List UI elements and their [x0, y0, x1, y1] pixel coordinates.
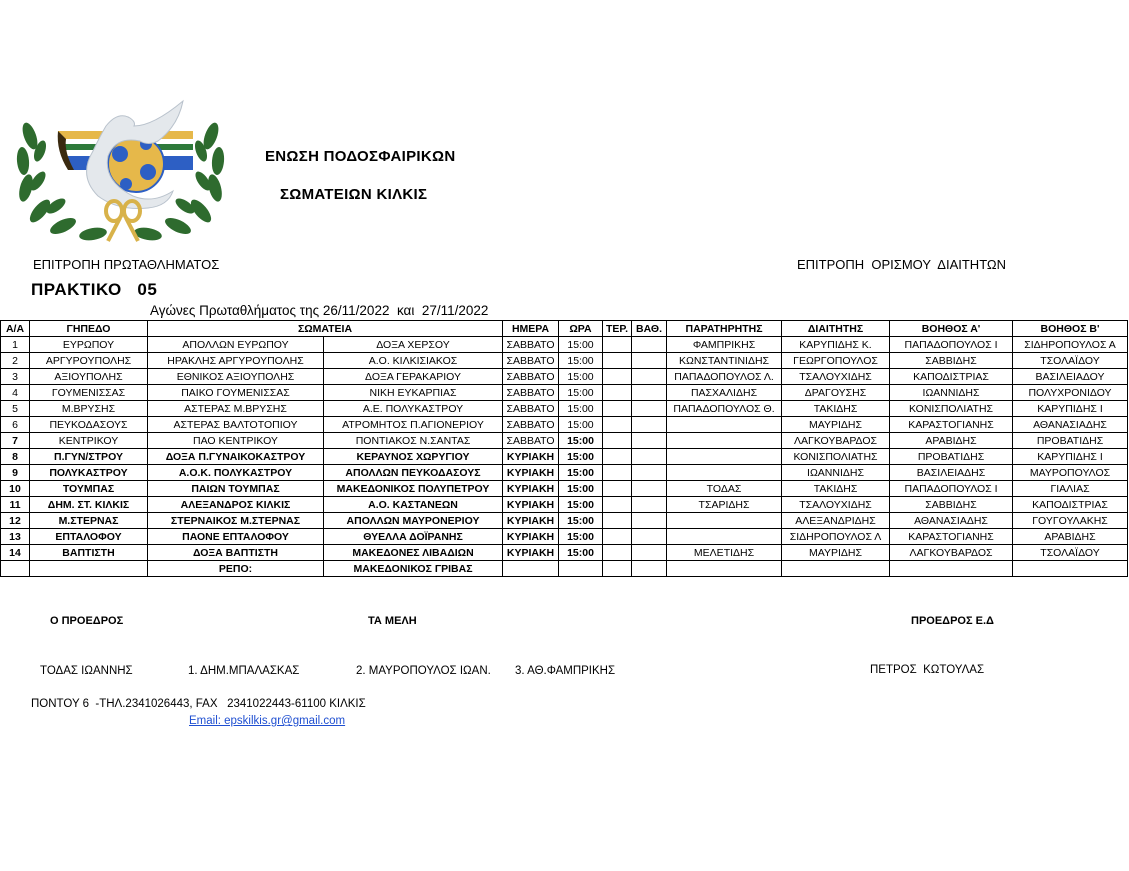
table-row: [1, 545, 1128, 561]
col-header-assistant-a: ΒΟΗΘΟΣ Α': [890, 321, 1013, 337]
assistant-a-cell: ΠΡΟΒΑΤΙΔΗΣ: [890, 449, 1013, 465]
away-team-cell: ΘΥΕΛΛΑ ΔΟΪΡΑΝΗΣ: [324, 529, 503, 545]
time-cell: 15:00: [559, 465, 603, 481]
dove-football-laurel-logo-icon: [8, 96, 233, 251]
assistant-a-cell: ΚΑΡΑΣΤΟΓΙΑΝΗΣ: [890, 417, 1013, 433]
table-row: [1, 529, 1128, 545]
col-header-referee: ΔΙΑΙΤΗΤΗΣ: [782, 321, 890, 337]
referee-cell: ΤΑΚΙΔΗΣ: [782, 481, 890, 497]
col-header-ter: ΤΕΡ.: [603, 321, 632, 337]
referee-cell: ΤΣΑΛΟΥΧΙΔΗΣ: [782, 369, 890, 385]
match-dates-subtitle: Αγώνες Πρωταθλήματος της 26/11/2022 και 27/11/2022: [150, 303, 489, 318]
assistant-b-cell: ΑΡΑΒΙΔΗΣ: [1013, 529, 1128, 545]
fixtures-table: [0, 320, 1128, 577]
assistant-b-cell: ΓΙΑΛΙΑΣ: [1013, 481, 1128, 497]
assistant-b-cell: ΚΑΡΥΠΙΔΗΣ Ι: [1013, 449, 1128, 465]
assistant-a-cell: ΠΑΠΑΔΟΠΟΥΛΟΣ Ι: [890, 337, 1013, 353]
referee-cell: ΚΑΡΥΠΙΔΗΣ Κ.: [782, 337, 890, 353]
time-cell: 15:00: [559, 529, 603, 545]
day-cell: ΣΑΒΒΑΤΟ: [503, 417, 559, 433]
col-header-assistant-b: ΒΟΗΘΟΣ Β': [1013, 321, 1128, 337]
row-number: 13: [1, 529, 30, 545]
assistant-b-cell: ΚΑΠΟΔΙΣΤΡΙΑΣ: [1013, 497, 1128, 513]
row-number: 6: [1, 417, 30, 433]
members-label: ΤΑ ΜΕΛΗ: [368, 615, 417, 627]
ter-cell: [603, 337, 632, 353]
observer-cell: ΤΟΔΑΣ: [667, 481, 782, 497]
table-row: [1, 417, 1128, 433]
time-cell: 15:00: [559, 449, 603, 465]
assistant-a-cell: ΑΘΑΝΑΣΙΑΔΗΣ: [890, 513, 1013, 529]
vath-cell: [632, 545, 667, 561]
assistant-b-cell: ΤΣΟΛΑΪΔΟΥ: [1013, 353, 1128, 369]
home-team-cell: ΑΣΤΕΡΑΣ ΒΑΛΤΟΤΟΠΙΟΥ: [148, 417, 324, 433]
time-cell: 15:00: [559, 417, 603, 433]
day-cell: ΚΥΡΙΑΚΗ: [503, 513, 559, 529]
empty-cell: [632, 561, 667, 577]
observer-cell: [667, 465, 782, 481]
empty-cell: [890, 561, 1013, 577]
day-cell: ΚΥΡΙΑΚΗ: [503, 481, 559, 497]
home-team-cell: ΕΘΝΙΚΟΣ ΑΞΙΟΥΠΟΛΗΣ: [148, 369, 324, 385]
away-team-cell: ΜΑΚΕΔΟΝΙΚΟΣ ΠΟΛΥΠΕΤΡΟΥ: [324, 481, 503, 497]
day-cell: ΚΥΡΙΑΚΗ: [503, 545, 559, 561]
observer-cell: ΠΑΠΑΔΟΠΟΥΛΟΣ Λ.: [667, 369, 782, 385]
table-row: [1, 481, 1128, 497]
table-row: [1, 401, 1128, 417]
ter-cell: [603, 481, 632, 497]
assistant-a-cell: ΚΑΡΑΣΤΟΓΙΑΝΗΣ: [890, 529, 1013, 545]
empty-cell: [503, 561, 559, 577]
row-number: 12: [1, 513, 30, 529]
observer-cell: ΠΑΠΑΔΟΠΟΥΛΟΣ Θ.: [667, 401, 782, 417]
assistant-a-cell: ΛΑΓΚΟΥΒΑΡΔΟΣ: [890, 545, 1013, 561]
org-title-line2: ΣΩΜΑΤΕΙΩΝ ΚΙΛΚΙΣ: [280, 186, 428, 203]
ter-cell: [603, 385, 632, 401]
org-title-line1: ΕΝΩΣΗ ΠΟΔΟΣΦΑΙΡΙΚΩΝ: [265, 148, 456, 165]
time-cell: 15:00: [559, 337, 603, 353]
vath-cell: [632, 529, 667, 545]
table-row: [1, 337, 1128, 353]
time-cell: 15:00: [559, 497, 603, 513]
day-cell: ΣΑΒΒΑΤΟ: [503, 369, 559, 385]
referee-cell: ΣΙΔΗΡΟΠΟΥΛΟΣ Λ: [782, 529, 890, 545]
ter-cell: [603, 529, 632, 545]
repo-team: ΜΑΚΕΔΟΝΙΚΟΣ ΓΡΙΒΑΣ: [324, 561, 503, 577]
observer-cell: ΠΑΣΧΑΛΙΔΗΣ: [667, 385, 782, 401]
assistant-a-cell: ΣΑΒΒΙΔΗΣ: [890, 497, 1013, 513]
ter-cell: [603, 513, 632, 529]
member-2-name: 2. ΜΑΥΡΟΠΟΥΛΟΣ ΙΩΑΝ.: [356, 665, 491, 677]
repo-label: ΡΕΠΟ:: [148, 561, 324, 577]
col-header-time: ΩΡΑ: [559, 321, 603, 337]
table-row: [1, 433, 1128, 449]
committee-left-label: ΕΠΙΤΡΟΠΗ ΠΡΩΤΑΘΛΗΜΑΤΟΣ: [33, 257, 220, 272]
empty-cell: [559, 561, 603, 577]
assistant-b-cell: ΓΟΥΓΟΥΛΑΚΗΣ: [1013, 513, 1128, 529]
vath-cell: [632, 481, 667, 497]
ter-cell: [603, 449, 632, 465]
assistant-b-cell: ΤΣΟΛΑΪΔΟΥ: [1013, 545, 1128, 561]
vath-cell: [632, 497, 667, 513]
home-team-cell: ΑΠΟΛΛΩΝ ΕΥΡΩΠΟΥ: [148, 337, 324, 353]
referee-cell: ΚΟΝΙΣΠΟΛΙΑΤΗΣ: [782, 449, 890, 465]
stadium-cell: Μ.ΒΡΥΣΗΣ: [30, 401, 148, 417]
vath-cell: [632, 337, 667, 353]
observer-cell: [667, 449, 782, 465]
observer-cell: ΦΑΜΠΡΙΚΗΣ: [667, 337, 782, 353]
home-team-cell: ΠΑΙΚΟ ΓΟΥΜΕΝΙΣΣΑΣ: [148, 385, 324, 401]
col-header-observer: ΠΑΡΑΤΗΡΗΤΗΣ: [667, 321, 782, 337]
away-team-cell: ΑΠΟΛΛΩΝ ΠΕΥΚΟΔΑΣΟΥΣ: [324, 465, 503, 481]
vath-cell: [632, 401, 667, 417]
away-team-cell: ΚΕΡΑΥΝΟΣ ΧΩΡΥΓΙΟΥ: [324, 449, 503, 465]
observer-cell: [667, 529, 782, 545]
stadium-cell: ΒΑΠΤΙΣΤΗ: [30, 545, 148, 561]
assistant-a-cell: ΒΑΣΙΛΕΙΑΔΗΣ: [890, 465, 1013, 481]
table-row: [1, 465, 1128, 481]
col-header-clubs: ΣΩΜΑΤΕΙΑ: [148, 321, 503, 337]
home-team-cell: ΠΑΙΩΝ ΤΟΥΜΠΑΣ: [148, 481, 324, 497]
day-cell: ΣΑΒΒΑΤΟ: [503, 433, 559, 449]
table-row: [1, 353, 1128, 369]
stadium-cell: ΤΟΥΜΠΑΣ: [30, 481, 148, 497]
day-cell: ΚΥΡΙΑΚΗ: [503, 449, 559, 465]
ter-cell: [603, 401, 632, 417]
member-1-name: 1. ΔΗΜ.ΜΠΑΛΑΣΚΑΣ: [188, 665, 300, 677]
stadium-cell: ΑΞΙΟΥΠΟΛΗΣ: [30, 369, 148, 385]
time-cell: 15:00: [559, 513, 603, 529]
home-team-cell: ΑΛΕΞΑΝΔΡΟΣ ΚΙΛΚΙΣ: [148, 497, 324, 513]
row-number: 5: [1, 401, 30, 417]
col-header-stadium: ΓΗΠΕΔΟ: [30, 321, 148, 337]
stadium-cell: ΕΥΡΩΠΟΥ: [30, 337, 148, 353]
ter-cell: [603, 497, 632, 513]
row-number: 9: [1, 465, 30, 481]
assistant-b-cell: ΜΑΥΡΟΠΟΥΛΟΣ: [1013, 465, 1128, 481]
observer-cell: ΚΩΝΣΤΑΝΤΙΝΙΔΗΣ: [667, 353, 782, 369]
vath-cell: [632, 433, 667, 449]
observer-cell: ΜΕΛΕΤΙΔΗΣ: [667, 545, 782, 561]
stadium-cell: Μ.ΣΤΕΡΝΑΣ: [30, 513, 148, 529]
table-row: [1, 497, 1128, 513]
referee-cell: ΜΑΥΡΙΔΗΣ: [782, 417, 890, 433]
table-row: [1, 513, 1128, 529]
table-row: [1, 385, 1128, 401]
row-number: 10: [1, 481, 30, 497]
table-header-row: [1, 321, 1128, 337]
assistant-a-cell: ΣΑΒΒΙΔΗΣ: [890, 353, 1013, 369]
home-team-cell: ΣΤΕΡΝΑΙΚΟΣ Μ.ΣΤΕΡΝΑΣ: [148, 513, 324, 529]
president-name: ΤΟΔΑΣ ΙΩΑΝΝΗΣ: [40, 665, 133, 677]
assistant-a-cell: ΚΟΝΙΣΠΟΛΙΑΤΗΣ: [890, 401, 1013, 417]
observer-cell: [667, 513, 782, 529]
ter-cell: [603, 353, 632, 369]
row-number: 7: [1, 433, 30, 449]
referee-cell: ΓΕΩΡΓΟΠΟΥΛΟΣ: [782, 353, 890, 369]
row-number: 14: [1, 545, 30, 561]
time-cell: 15:00: [559, 433, 603, 449]
row-number: 2: [1, 353, 30, 369]
home-team-cell: ΔΟΞΑ ΒΑΠΤΙΣΤΗ: [148, 545, 324, 561]
day-cell: ΣΑΒΒΑΤΟ: [503, 401, 559, 417]
time-cell: 15:00: [559, 385, 603, 401]
day-cell: ΚΥΡΙΑΚΗ: [503, 465, 559, 481]
home-team-cell: ΗΡΑΚΛΗΣ ΑΡΓΥΡΟΥΠΟΛΗΣ: [148, 353, 324, 369]
col-header-no: Α/Α: [1, 321, 30, 337]
vath-cell: [632, 385, 667, 401]
ter-cell: [603, 369, 632, 385]
assistant-a-cell: ΙΩΑΝΝΙΔΗΣ: [890, 385, 1013, 401]
away-team-cell: ΠΟΝΤΙΑΚΟΣ Ν.ΣΑΝΤΑΣ: [324, 433, 503, 449]
away-team-cell: ΝΙΚΗ ΕΥΚΑΡΠΙΑΣ: [324, 385, 503, 401]
address-line: ΠΟΝΤΟΥ 6 -ΤΗΛ.2341026443, FAX 2341022443-61100 ΚΙΛΚΙΣ: [31, 698, 366, 710]
row-number: 4: [1, 385, 30, 401]
day-cell: ΣΑΒΒΑΤΟ: [503, 337, 559, 353]
vath-cell: [632, 417, 667, 433]
stadium-cell: Π.ΓΥΝ/ΣΤΡΟΥ: [30, 449, 148, 465]
empty-cell: [782, 561, 890, 577]
day-cell: ΣΑΒΒΑΤΟ: [503, 385, 559, 401]
stadium-cell: ΠΟΛΥΚΑΣΤΡΟΥ: [30, 465, 148, 481]
col-header-day: ΗΜΕΡΑ: [503, 321, 559, 337]
stadium-cell: ΑΡΓΥΡΟΥΠΟΛΗΣ: [30, 353, 148, 369]
away-team-cell: Α.Ο. ΚΙΛΚΙΣΙΑΚΟΣ: [324, 353, 503, 369]
vath-cell: [632, 465, 667, 481]
day-cell: ΚΥΡΙΑΚΗ: [503, 497, 559, 513]
referee-cell: ΤΑΚΙΔΗΣ: [782, 401, 890, 417]
assistant-b-cell: ΒΑΣΙΛΕΙΑΔΟΥ: [1013, 369, 1128, 385]
ter-cell: [603, 545, 632, 561]
home-team-cell: ΠΑΟΝΕ ΕΠΤΑΛΟΦΟΥ: [148, 529, 324, 545]
time-cell: 15:00: [559, 369, 603, 385]
referee-cell: ΔΡΑΓΟΥΣΗΣ: [782, 385, 890, 401]
assistant-b-cell: ΑΘΑΝΑΣΙΑΔΗΣ: [1013, 417, 1128, 433]
table-row: [1, 449, 1128, 465]
observer-cell: ΤΣΑΡΙΔΗΣ: [667, 497, 782, 513]
away-team-cell: Α.Ε. ΠΟΛΥΚΑΣΤΡΟΥ: [324, 401, 503, 417]
ter-cell: [603, 433, 632, 449]
assistant-b-cell: ΣΙΔΗΡΟΠΟΥΛΟΣ Α: [1013, 337, 1128, 353]
email-link[interactable]: Email: epskilkis.gr@gmail.com: [189, 715, 346, 727]
home-team-cell: Α.Ο.Κ. ΠΟΛΥΚΑΣΤΡΟΥ: [148, 465, 324, 481]
assistant-b-cell: ΚΑΡΥΠΙΔΗΣ Ι: [1013, 401, 1128, 417]
empty-cell: [1, 561, 30, 577]
ter-cell: [603, 417, 632, 433]
assistant-b-cell: ΠΡΟΒΑΤΙΔΗΣ: [1013, 433, 1128, 449]
empty-cell: [667, 561, 782, 577]
stadium-cell: ΓΟΥΜΕΝΙΣΣΑΣ: [30, 385, 148, 401]
ref-committee-president-name: ΠΕΤΡΟΣ ΚΩΤΟΥΛΑΣ: [870, 664, 985, 676]
repo-row: [1, 561, 1128, 577]
away-team-cell: ΔΟΞΑ ΓΕΡΑΚΑΡΙΟΥ: [324, 369, 503, 385]
table-row: [1, 369, 1128, 385]
vath-cell: [632, 449, 667, 465]
assistant-b-cell: ΠΟΛΥΧΡΟΝΙΔΟΥ: [1013, 385, 1128, 401]
ref-committee-president-label: ΠΡΟΕΔΡΟΣ Ε.Δ: [911, 615, 994, 627]
member-3-name: 3. ΑΘ.ΦΑΜΠΡΙΚΗΣ: [515, 665, 616, 677]
stadium-cell: ΔΗΜ. ΣΤ. ΚΙΛΚΙΣ: [30, 497, 148, 513]
assistant-a-cell: ΚΑΠΟΔΙΣΤΡΙΑΣ: [890, 369, 1013, 385]
time-cell: 15:00: [559, 401, 603, 417]
day-cell: ΚΥΡΙΑΚΗ: [503, 529, 559, 545]
row-number: 8: [1, 449, 30, 465]
committee-right-label: ΕΠΙΤΡΟΠΗ ΟΡΙΣΜΟΥ ΔΙΑΙΤΗΤΩΝ: [797, 257, 1007, 272]
home-team-cell: ΑΣΤΕΡΑΣ Μ.ΒΡΥΣΗΣ: [148, 401, 324, 417]
referee-cell: ΙΩΑΝΝΙΔΗΣ: [782, 465, 890, 481]
away-team-cell: ΜΑΚΕΔΟΝΕΣ ΛΙΒΑΔΙΩΝ: [324, 545, 503, 561]
president-label: Ο ΠΡΟΕΔΡΟΣ: [50, 615, 124, 627]
vath-cell: [632, 369, 667, 385]
assistant-a-cell: ΑΡΑΒΙΔΗΣ: [890, 433, 1013, 449]
stadium-cell: ΕΠΤΑΛΟΦΟΥ: [30, 529, 148, 545]
vath-cell: [632, 513, 667, 529]
time-cell: 15:00: [559, 481, 603, 497]
away-team-cell: Α.Ο. ΚΑΣΤΑΝΕΩΝ: [324, 497, 503, 513]
referee-cell: ΜΑΥΡΙΔΗΣ: [782, 545, 890, 561]
home-team-cell: ΔΟΞΑ Π.ΓΥΝΑΙΚΟΚΑΣΤΡΟΥ: [148, 449, 324, 465]
away-team-cell: ΔΟΞΑ ΧΕΡΣΟΥ: [324, 337, 503, 353]
row-number: 3: [1, 369, 30, 385]
referee-cell: ΤΣΑΛΟΥΧΙΔΗΣ: [782, 497, 890, 513]
referee-cell: ΛΑΓΚΟΥΒΑΡΔΟΣ: [782, 433, 890, 449]
empty-cell: [603, 561, 632, 577]
time-cell: 15:00: [559, 353, 603, 369]
observer-cell: [667, 433, 782, 449]
empty-cell: [1013, 561, 1128, 577]
empty-cell: [30, 561, 148, 577]
col-header-vath: ΒΑΘ.: [632, 321, 667, 337]
ter-cell: [603, 465, 632, 481]
stadium-cell: ΚΕΝΤΡΙΚΟΥ: [30, 433, 148, 449]
row-number: 1: [1, 337, 30, 353]
row-number: 11: [1, 497, 30, 513]
day-cell: ΣΑΒΒΑΤΟ: [503, 353, 559, 369]
away-team-cell: ΑΠΟΛΛΩΝ ΜΑΥΡΟΝΕΡΙΟΥ: [324, 513, 503, 529]
time-cell: 15:00: [559, 545, 603, 561]
referee-cell: ΑΛΕΞΑΝΔΡΙΔΗΣ: [782, 513, 890, 529]
record-title: ΠΡΑΚΤΙΚΟ 05: [31, 280, 158, 299]
vath-cell: [632, 353, 667, 369]
away-team-cell: ΑΤΡΟΜΗΤΟΣ Π.ΑΓΙΟΝΕΡΙΟΥ: [324, 417, 503, 433]
observer-cell: [667, 417, 782, 433]
stadium-cell: ΠΕΥΚΟΔΑΣΟΥΣ: [30, 417, 148, 433]
home-team-cell: ΠΑΟ ΚΕΝΤΡΙΚΟΥ: [148, 433, 324, 449]
assistant-a-cell: ΠΑΠΑΔΟΠΟΥΛΟΣ Ι: [890, 481, 1013, 497]
